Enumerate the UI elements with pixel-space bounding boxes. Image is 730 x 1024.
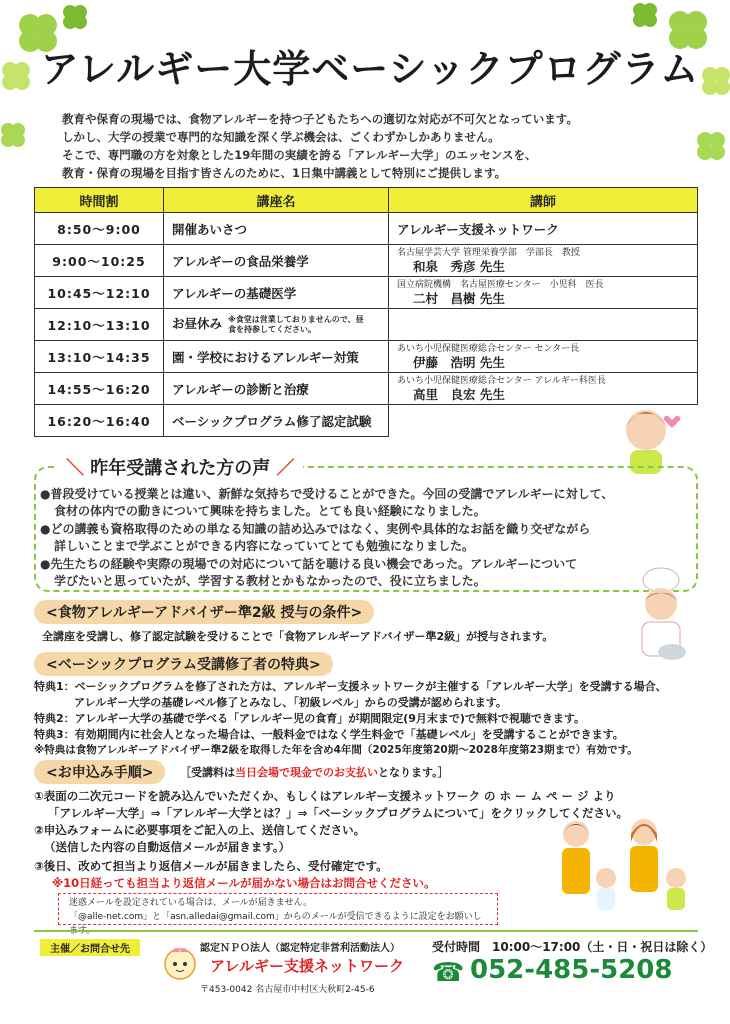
intro-line: しかし、大学の授業で専門的な知識を深く学ぶ機会は、ごくわずかしかありません。 [62,130,500,144]
footer-divider [34,930,698,932]
list-item [40,521,690,554]
time-cell: 13:10～14:35 [35,341,164,373]
list-item [40,556,690,589]
voices-title [58,454,303,480]
lecturer-name: 二村 昌樹 先生 [413,290,505,306]
voice-line: ●先生たちの経験や実際の現場での対応について話を聴ける良い機会であった。アレルギーについて [40,557,578,571]
apply-warning: ※10日経っても担当より返信メールが届かない場合はお問合せください。 [52,876,436,890]
intro-line: 教育・保育の現場を目指す皆さんのために、1日集中講義として特別にご提供します。 [62,166,507,180]
list-item [40,486,690,519]
fee-note-highlight: 当日会場で現金でのお支払い [235,766,378,779]
course-name: お昼休み [172,316,223,332]
slash-icon: ／ [270,458,295,479]
time-cell: 12:10～13:10 [35,309,164,341]
header-time: 時間割 [35,188,164,213]
lecturer-org: アレルギー支援ネットワーク [397,221,559,237]
voice-line: 詳しいことまで学ぶことができる内容になっていてとても勉強になりました。 [54,538,475,553]
apply-step: （送信した内容の自動返信メールが届きます。） [44,840,291,854]
course-cell: 開催あいさつ [164,213,389,245]
mail-notice [58,893,498,936]
intro-line: そこで、専門職の方を対象とした19年間の実績を誇る「アレルギー大学」のエッセンスを、 [62,148,537,162]
course-cell: ベーシックプログラム修了認定試験 [164,405,389,437]
voice-line: 食材の体内での動きについて興味を持ちました。とても良い経験になりました。 [54,503,486,518]
apply-step: ②申込みフォームに必要事項をご記入の上、送信してください。 [34,823,366,837]
time-cell: 16:20～16:40 [35,405,164,437]
benefit-line: 特典3：有効期間内に社会人となった場合は、一般料金ではなく学生料金で「基礎レベル」を受講することができます。 [34,728,624,741]
time-cell: 14:55～16:20 [35,373,164,405]
apply-heading: <お申込み手順> [34,760,165,784]
chef-illustration [628,566,694,666]
voice-line: ●どの講義も資格取得のための単なる知識の詰め込みではなく、実例や具体的なお話を織り交ぜながら [40,522,591,536]
fee-note-suffix: となります。］ [378,766,449,779]
mascot-logo-icon [160,942,200,982]
phone-number[interactable]: 052-485-5208 [470,955,673,985]
advisor-heading: <食物アレルギーアドバイザー準2級 授与の条件> [34,600,374,624]
mail-notice-line: 「@alle-net.com」と「asn.alledai@gmail.com」からのメールが受信できるように設定をお願いします。 [69,912,482,936]
lecturer-name: 和泉 秀彦 先生 [413,258,505,274]
header-lecturer: 講師 [389,188,698,213]
apply-step: 「アレルギー大学」⇒「アレルギー大学とは？」⇒「ベーシックプログラムについて」をクリックしてください。 [48,806,629,820]
mail-notice-line: 迷惑メールを設定されている場合は、メールが届きません。 [69,898,313,908]
fee-note [180,764,449,780]
address: 〒453-0042 名古屋市中村区大秋町2-45-6 [200,985,375,995]
lecturer-affiliation: あいち小児保健医療総合センター センター長 [397,343,580,354]
header-course: 講座名 [164,188,389,213]
course-cell: アレルギーの基礎医学 [164,277,389,309]
time-cell: 10:45～12:10 [35,277,164,309]
benefit-line: 特典2：アレルギー大学の基礎で学べる「アレルギー児の食育」が期間限定(9月末まで)で無料で視聴できます。 [34,712,586,725]
phone-icon: ☎ [432,958,465,988]
slash-icon: ＼ [66,458,91,479]
table-row [35,405,698,437]
apply-step: ③後日、改めて担当より返信メールが届きましたら、受付確定です。 [34,859,388,873]
table-row [35,213,698,245]
intro-line: 教育や保育の現場では、食物アレルギーを持つ子どもたちへの適切な対応が不可欠となっています。 [62,112,578,126]
lecturer-affiliation: 名古屋学芸大学 管理栄養学部 学部長 教授 [397,247,580,258]
lunch-note: ※食堂は営業しておりませんので、昼食を持参してください。 [228,314,364,334]
schedule-table [34,187,698,437]
advisor-text: 全講座を受講し、修了認定試験を受けることで「食物アレルギーアドバイザー準2級」が授与されます。 [42,630,554,643]
voice-line: 学びたいと思っていたが、学習する教材とかもなかったので、役に立ちました。 [54,573,486,588]
table-row [35,309,698,341]
lecturer-affiliation: あいち小児保健医療総合センター アレルギー科医長 [397,375,606,386]
course-cell: アレルギーの食品栄養学 [164,245,389,277]
org-type-label: 認定ＮＰＯ法人（認定特定非営利活動法人） [200,943,400,954]
host-label: 主催／お問合せ先 [40,939,140,956]
benefit-line: アレルギー大学の基礎レベル修了とみなし、「初級レベル」からの受講が認められます。 [74,696,507,709]
lecturer-affiliation: 国立病院機構 名古屋医療センター 小児科 医長 [397,279,604,290]
fee-note-prefix: ［受講料は [180,766,235,779]
table-row [35,341,698,373]
time-cell: 9:00～10:25 [35,245,164,277]
page-title: アレルギー大学ベーシックプログラム [40,47,700,91]
table-row [35,277,698,309]
org-name: アレルギー支援ネットワーク [210,957,405,975]
course-cell [164,309,389,341]
voices-title-text: 昨年受講された方の声 [90,458,271,479]
course-cell: 園・学校におけるアレルギー対策 [164,341,389,373]
reception-hours: 受付時間 10:00～17:00（土・日・祝日は除く） [432,940,713,954]
course-cell: アレルギーの診断と治療 [164,373,389,405]
apply-step: ①表面の二次元コードを読み込んでいただくか、もしくはアレルギー支援ネットワーク の ホ ー ム ペ ー ジ より [34,789,616,803]
lecturer-name: 高里 良宏 先生 [413,386,505,402]
voice-line: ●普段受けている授業とは違い、新鮮な気持ちで受けることができた。今回の受講でアレルギーに対して、 [40,487,614,501]
voices-list [40,486,690,591]
intro-text [62,110,682,182]
family-illustration [548,812,698,916]
benefit-line: 特典1：ベーシックプログラムを修了された方は、アレルギー支援ネットワークが主催する「アレルギー大学」を受講する場合、 [34,680,667,693]
table-row [35,373,698,405]
table-row [35,245,698,277]
benefits-heading: <ベーシックプログラム受講修了者の特典> [34,652,333,676]
benefit-line: ※特典は食物アレルギーアドバイザー準2級を取得した年を含め4年間（2025年度第20期～2028年度第23期まで）有効です。 [34,744,638,756]
lecturer-name: 伊藤 浩明 先生 [413,354,505,370]
time-cell: 8:50～9:00 [35,213,164,245]
